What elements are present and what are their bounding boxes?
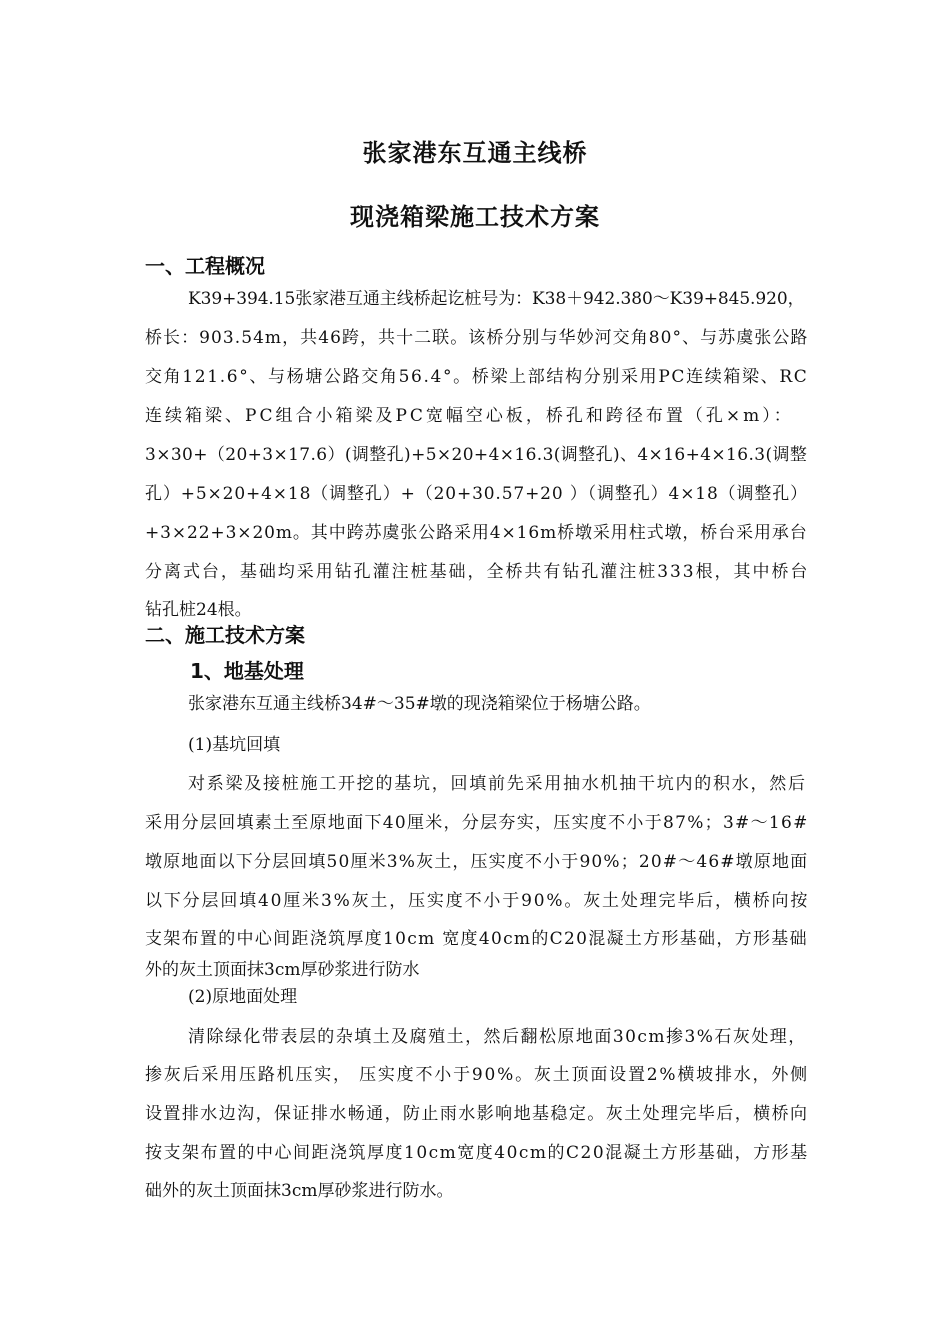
foundation-paragraph-line: (2)原地面处理 bbox=[188, 987, 298, 1007]
foundation-paragraph-line: 支架布置的中心间距浇筑厚度10cm 宽度40cm的C20混凝土方形基础，方形基础 bbox=[145, 929, 808, 949]
section-heading-construction-plan: 二、施工技术方案 bbox=[145, 623, 305, 647]
overview-paragraph-line: 钻孔桩24根。 bbox=[145, 600, 252, 620]
foundation-paragraph-line: (1)基坑回填 bbox=[188, 735, 281, 755]
foundation-paragraph-line: 掺灰后采用压路机压实， 压实度不小于90%。灰土顶面设置2%横坡排水，外侧 bbox=[145, 1065, 809, 1085]
foundation-paragraph-line: 清除绿化带表层的杂填土及腐殖土，然后翻松原地面30cm掺3%石灰处理， bbox=[188, 1027, 807, 1047]
overview-paragraph-line: 孔）+5×20+4×18（调整孔）+（20+30.57+20 ）（调整孔）4×18（调整孔） bbox=[145, 484, 809, 504]
foundation-paragraph-line: 张家港东互通主线桥34#～35#墩的现浇箱梁位于杨塘公路。 bbox=[188, 694, 651, 714]
overview-paragraph-line: 连续箱梁、PC组合小箱梁及PC宽幅空心板，桥孔和跨径布置（孔×m）： bbox=[145, 406, 794, 426]
foundation-paragraph-line: 对系梁及接桩施工开挖的基坑，回填前先采用抽水机抽干坑内的积水，然后 bbox=[188, 774, 807, 794]
foundation-paragraph-line: 按支架布置的中心间距浇筑厚度10cm宽度40cm的C20混凝土方形基础，方形基 bbox=[145, 1143, 809, 1163]
foundation-paragraph-line: 采用分层回填素土至原地面下40厘米，分层夯实，压实度不小于87%；3#～16# bbox=[145, 813, 809, 833]
subsection-heading-foundation: 1、地基处理 bbox=[190, 659, 304, 683]
foundation-paragraph-line: 墩原地面以下分层回填50厘米3%灰土，压实度不小于90%；20#～46#墩原地面 bbox=[145, 852, 809, 872]
foundation-paragraph-line: 础外的灰土顶面抹3cm厚砂浆进行防水。 bbox=[145, 1181, 454, 1201]
foundation-paragraph-line: 外的灰土顶面抹3cm厚砂浆进行防水 bbox=[145, 960, 420, 980]
section-heading-overview: 一、工程概况 bbox=[145, 254, 265, 278]
overview-paragraph-line: K39+394.15张家港互通主线桥起讫桩号为：K38＋942.380～K39+845.920， bbox=[188, 289, 805, 309]
overview-paragraph-line: 桥长：903.54m，共46跨，共十二联。该桥分别与华妙河交角80°、与苏虞张公路 bbox=[145, 328, 809, 348]
overview-paragraph-line: 分离式台，基础均采用钻孔灌注桩基础，全桥共有钻孔灌注桩333根，其中桥台 bbox=[145, 562, 810, 582]
document-subtitle: 现浇箱梁施工技术方案 bbox=[350, 203, 600, 231]
overview-paragraph-line: +3×22+3×20m。其中跨苏虞张公路采用4×16m桥墩采用柱式墩，桥台采用承台 bbox=[145, 523, 808, 543]
foundation-paragraph-line: 以下分层回填40厘米3%灰土，压实度不小于90%。灰土处理完毕后，横桥向按 bbox=[145, 891, 810, 911]
overview-paragraph-line: 交角121.6°、与杨塘公路交角56.4°。桥梁上部结构分别采用PC连续箱梁、RC bbox=[145, 367, 809, 387]
overview-paragraph-line: 3×30+（20+3×17.6）(调整孔)+5×20+4×16.3(调整孔)、4×16+4×16.3(调整 bbox=[145, 445, 808, 465]
foundation-paragraph-line: 设置排水边沟，保证排水畅通，防止雨水影响地基稳定。灰土处理完毕后，横桥向 bbox=[145, 1104, 809, 1124]
document-title: 张家港东互通主线桥 bbox=[362, 139, 588, 167]
